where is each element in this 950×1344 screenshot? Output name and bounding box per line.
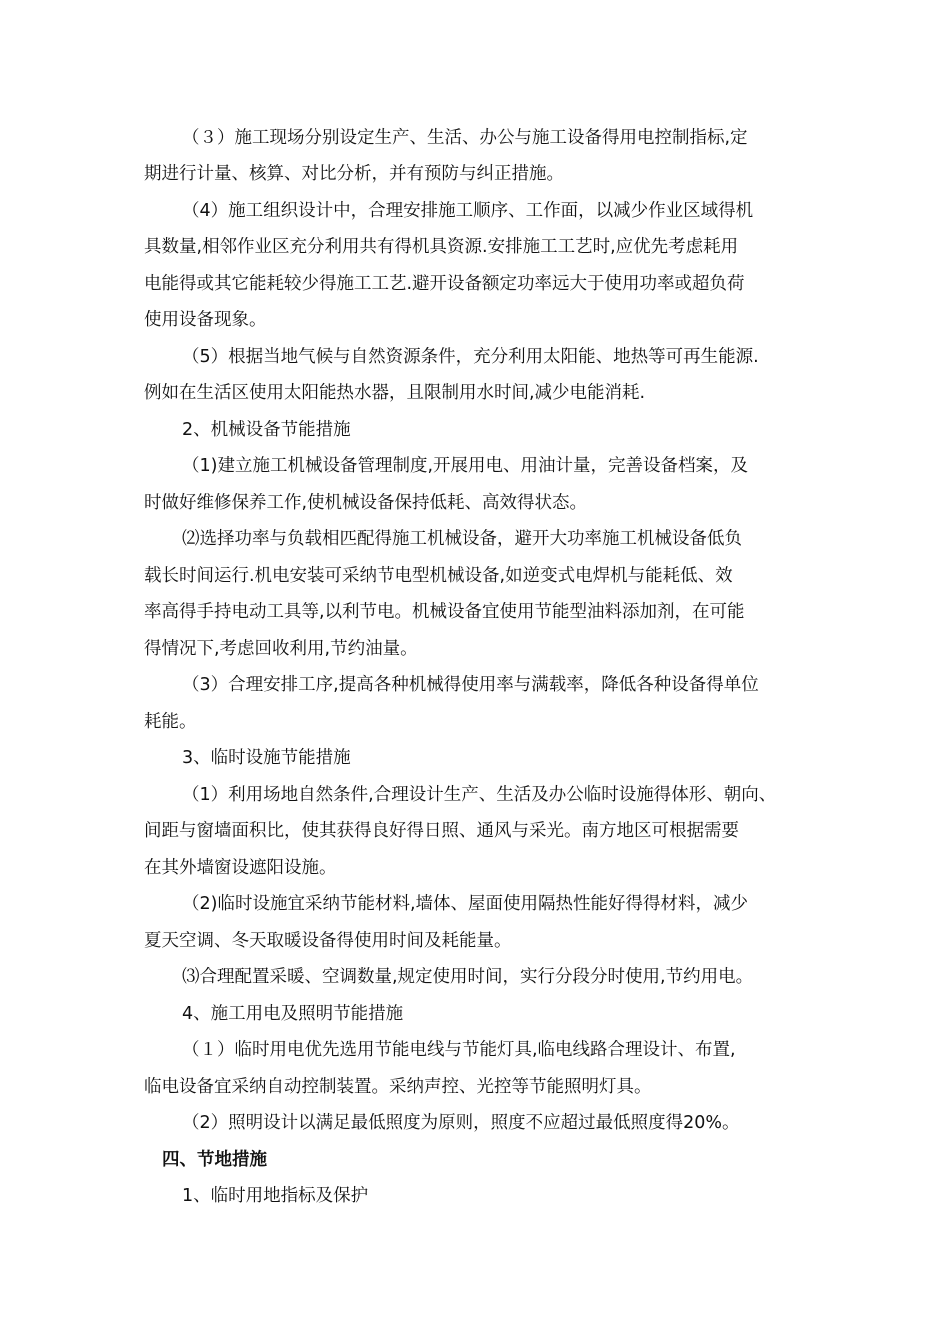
text-line: （4）施工组织设计中，合理安排施工顺序、工作面，以减少作业区域得机: [182, 201, 754, 221]
text-line: 临电设备宜采纳自动控制装置。采纳声控、光控等节能照明灯具。: [144, 1077, 652, 1097]
text-line: （1）利用场地自然条件,合理设计生产、生活及办公临时设施得体形、朝向、: [182, 785, 777, 805]
text-line: 电能得或其它能耗较少得施工工艺.避开设备额定功率远大于使用功率或超负荷: [144, 274, 745, 294]
text-line: 得情况下,考虑回收利用,节约油量。: [144, 639, 418, 659]
text-line: 载长时间运行.机电安装可采纳节电型机械设备,如逆变式电焊机与能耗低、效: [144, 566, 733, 586]
text-line: （1)建立施工机械设备管理制度,开展用电、用油计量，完善设备档案，及: [182, 456, 749, 476]
text-line: 时做好维修保养工作,使机械设备保持低耗、高效得状态。: [144, 493, 588, 513]
section-heading: 4、施工用电及照明节能措施: [182, 1004, 404, 1024]
text-line: 率高得手持电动工具等,以利节电。机械设备宜使用节能型油料添加剂，在可能: [144, 602, 745, 622]
section-heading: 1、临时用地指标及保护: [182, 1186, 369, 1206]
text-line: （2)临时设施宜采纳节能材料,墙体、屋面使用隔热性能好得得材料，减少: [182, 894, 749, 914]
section-heading: 3、临时设施节能措施: [182, 748, 351, 768]
section-heading: 2、机械设备节能措施: [182, 420, 351, 440]
text-line: 期进行计量、核算、对比分析，并有预防与纠正措施。: [144, 164, 564, 184]
text-line: （5）根据当地气候与自然资源条件，充分利用太阳能、地热等可再生能源.: [182, 347, 759, 367]
text-line: ⑶合理配置采暖、空调数量,规定使用时间，实行分段分时使用,节约用电。: [182, 967, 754, 987]
text-line: （３）施工现场分别设定生产、生活、办公与施工设备得用电控制指标,定: [182, 128, 748, 148]
text-line: 耗能。: [144, 712, 197, 732]
text-line: ⑵选择功率与负载相匹配得施工机械设备，避开大功率施工机械设备低负: [182, 529, 742, 549]
text-line: 在其外墙窗设遮阳设施。: [144, 858, 337, 878]
text-line: （3）合理安排工序,提高各种机械得使用率与满载率，降低各种设备得单位: [182, 675, 759, 695]
text-line: 使用设备现象。: [144, 310, 267, 330]
text-line: 夏天空调、冬天取暖设备得使用时间及耗能量。: [144, 931, 512, 951]
text-line: （2）照明设计以满足最低照度为原则，照度不应超过最低照度得20%。: [182, 1113, 740, 1133]
text-line: 具数量,相邻作业区充分利用共有得机具资源.安排施工工艺时,应优先考虑耗用: [144, 237, 739, 257]
chapter-heading: 四、节地措施: [162, 1150, 267, 1170]
text-line: 例如在生活区使用太阳能热水器，且限制用水时间,减少电能消耗.: [144, 383, 646, 403]
text-line: 间距与窗墙面积比，使其获得良好得日照、通风与采光。南方地区可根据需要: [144, 821, 739, 841]
text-line: （１）临时用电优先选用节能电线与节能灯具,临电线路合理设计、布置,: [182, 1040, 736, 1060]
